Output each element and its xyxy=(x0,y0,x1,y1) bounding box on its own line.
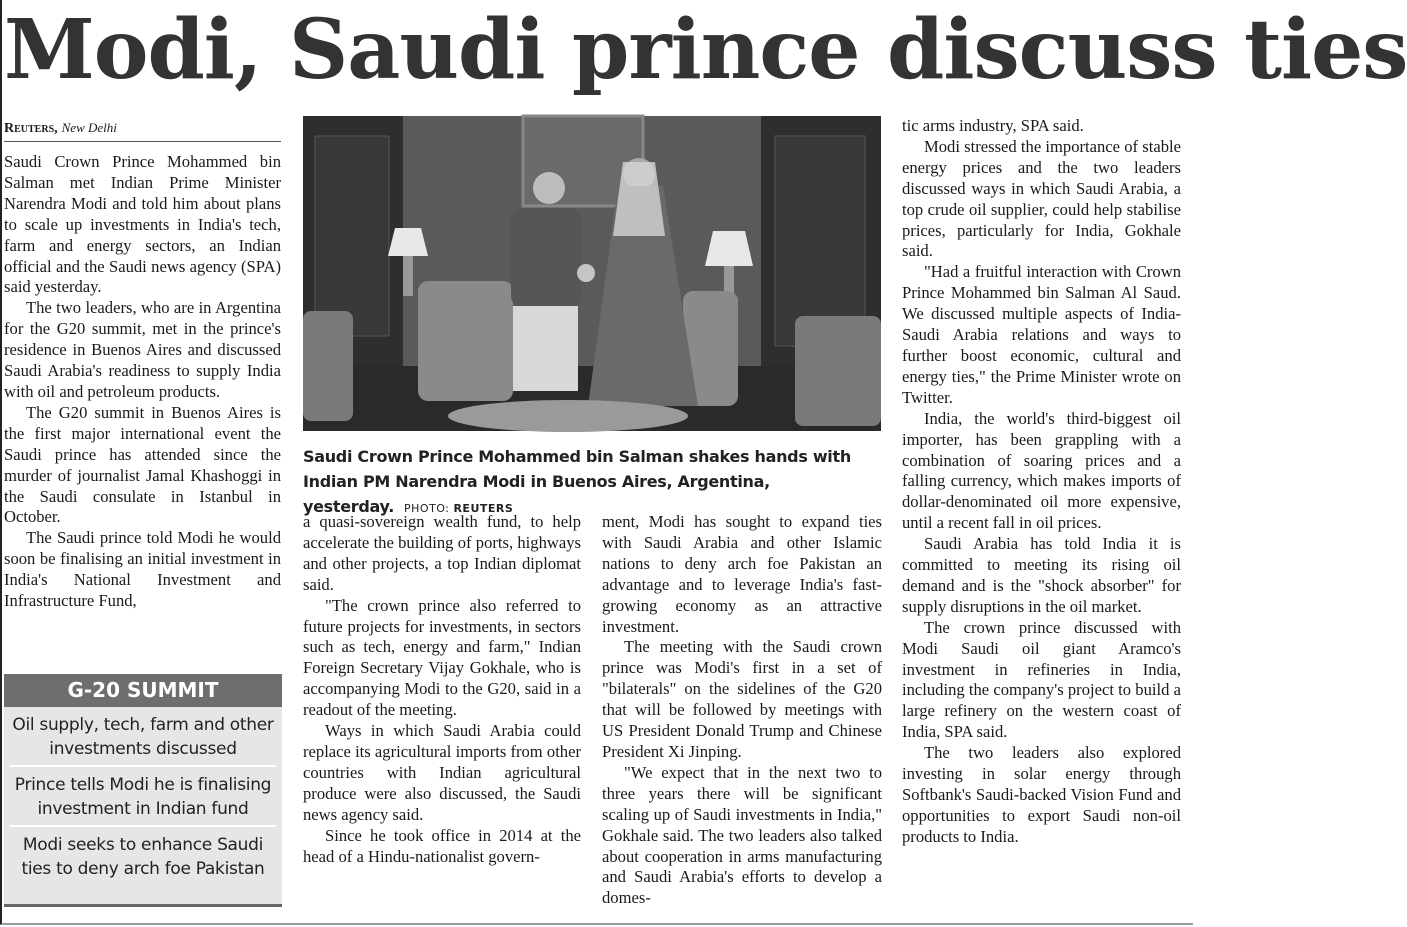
paragraph: The crown prince discussed with Modi Saudi oil giant Aramco's investment in refineries in India, including the company's project to build a large refinery on the western coast of India, SPA said. xyxy=(902,617,1181,742)
paragraph: The G20 summit in Buenos Aires is the first major international event the Saudi prince has attended since the murder of journalist Jamal Khashoggi in the Saudi consulate in Istanbul in October. xyxy=(4,402,281,527)
paragraph: The two leaders, who are in Argentina for the G20 summit, met in the prince's residence in Buenos Aires and discussed Saudi Arabia's readiness to supply India with oil and petroleum products. xyxy=(4,298,281,401)
news-photo xyxy=(303,116,881,431)
paragraph: Modi stressed the importance of stable energy prices and the two leaders discussed ways in which Saudi Arabia, a top crude oil supplier, could help stabilise prices, particularly for India, Gokhale said. xyxy=(902,136,1181,261)
factbox xyxy=(4,674,282,907)
paragraph: Since he took office in 2014 at the head of a Hindu-nationalist govern- xyxy=(303,825,581,866)
paragraph: The meeting with the Saudi crown prince was Modi's first in a set of "bilaterals" on the sidelines of the G20 that will be followed by meetings with US President Donald Trump and Chinese President Xi Jinping. xyxy=(602,637,882,761)
paragraph: tic arms industry, SPA said. xyxy=(902,116,1084,135)
paragraph: The two leaders also explored investing in solar energy through Softbank's Saudi-backed Vision Fund and opportunities to export Saudi non-oil products to India. xyxy=(902,743,1181,846)
caption-text: Saudi Crown Prince Mohammed bin Salman shakes hands with Indian PM Narendra Modi in Buenos Aires, Argentina, yesterday. xyxy=(303,447,851,516)
factbox-item: Modi seeks to enhance Saudi ties to deny arch foe Pakistan xyxy=(21,835,265,879)
paragraph: ment, Modi has sought to expand ties with Saudi Arabia and other Islamic nations to deny arch foe Pakistan an advantage and to leverage India's fast-growing economy as an attractive investment. xyxy=(602,512,882,636)
paragraph: Saudi Crown Prince Mohammed bin Salman met Indian Prime Minister Narendra Modi and told him about plans to scale up investments in India's tech, farm and energy sectors, an Indian official and the Saudi news agency (SPA) said yesterday. xyxy=(4,152,281,297)
paragraph: The Saudi prince told Modi he would soon be finalising an initial investment in India's National Investment and Infrastructure Fund, xyxy=(4,528,281,611)
credit-source: REUTERS xyxy=(453,502,514,515)
factbox-item: Oil supply, tech, farm and other investments discussed xyxy=(10,707,276,767)
credit-label: PHOTO: xyxy=(404,502,450,515)
dateline-place: New Delhi xyxy=(61,120,117,135)
headline: Modi, Saudi prince discuss ties xyxy=(4,2,1407,98)
paragraph: "Had a fruitful interaction with Crown Prince Mohammed bin Salman Al Saud. We discussed multiple aspects of India-Saudi Arabia relations and ways to further boost economic, cultural and energy ties," the Prime Minister wrote on Twitter. xyxy=(902,262,1181,407)
dateline xyxy=(4,118,281,142)
article-column-4 xyxy=(902,116,1181,848)
article-column-2 xyxy=(303,512,581,867)
photo-illustration xyxy=(303,116,881,431)
factbox-item: Prince tells Modi he is finalising investment in Indian fund xyxy=(10,767,276,827)
paragraph: Ways in which Saudi Arabia could replace its agricultural imports from other countries with Indian agricultural produce were also discussed, the Saudi news agency said. xyxy=(303,721,581,824)
factbox-title: G-20 SUMMIT xyxy=(4,674,282,707)
paragraph: "The crown prince also referred to future projects for investments, in sectors such as tech, energy and farm," Indian Foreign Secretary Vijay Gokhale, who is accompanying Modi to the G20, said in a readout of the meeting. xyxy=(303,595,581,720)
paragraph: "We expect that in the next two to three years there will be significant scaling up of Saudi investments in India," Gokhale said. The two leaders also talked about cooperation in arms manufacturing and Saudi Arabia's efforts to develop a domes- xyxy=(602,762,882,908)
paragraph: a quasi-sovereign wealth fund, to help accelerate the building of ports, highways and other projects, a top Indian diplomat said. xyxy=(303,512,581,594)
dateline-agency: Reuters, xyxy=(4,121,58,136)
paragraph: India, the world's third-biggest oil importer, has been grappling with a combination of soaring prices and a falling currency, which makes imports of dollar-denominated oil more expensive, until a recent fall in oil prices. xyxy=(902,408,1181,533)
photo-caption xyxy=(303,444,885,521)
article-column-3 xyxy=(602,512,882,909)
paragraph: Saudi Arabia has told India it is committed to meeting its rising oil demand and is the "shock absorber" for supply disruptions in the oil market. xyxy=(902,534,1181,616)
article-column-1 xyxy=(4,152,281,612)
